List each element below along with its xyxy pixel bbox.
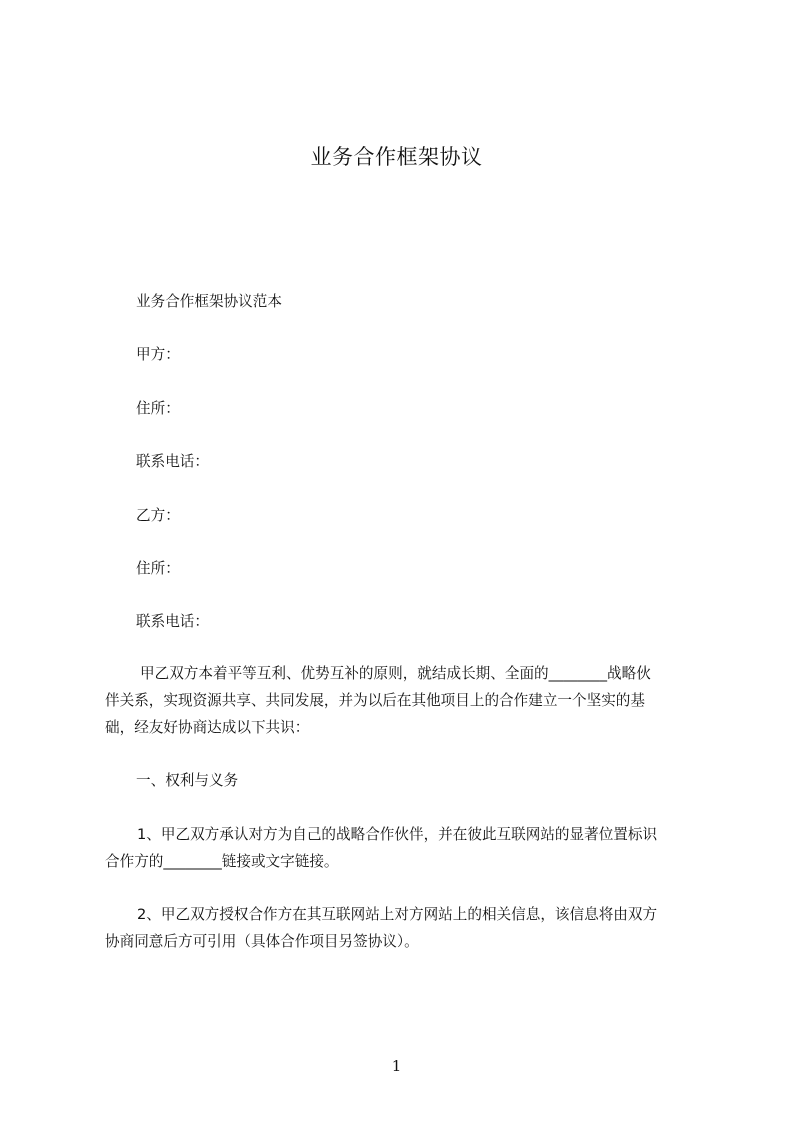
party-b-label: 乙方： <box>136 507 180 524</box>
document-title: 业务合作框架协议 <box>310 145 483 169</box>
template-label: 业务合作框架协议范本 <box>136 293 282 310</box>
intro-paragraph-line-3: 础，经友好协商达成以下共识： <box>105 719 310 736</box>
section-heading-rights-obligations: 一、权利与义务 <box>136 772 239 789</box>
party-b-address-label: 住所： <box>136 560 180 577</box>
party-a-label: 甲方： <box>136 346 180 363</box>
page-number: 1 <box>391 1057 402 1075</box>
clause-2-line-2: 协商同意后方可引用（具体合作项目另签协议）。 <box>105 933 419 950</box>
clause-1-line-1: 1、甲乙双方承认对方为自己的战略合作伙伴，并在彼此互联网站的显著位置标识 <box>137 826 658 843</box>
party-b-phone-label: 联系电话： <box>136 613 209 630</box>
party-a-address-label: 住所： <box>136 400 180 417</box>
intro-paragraph-line-1: 甲乙双方本着平等互利、优势互补的原则，就结成长期、全面的________战略伙 <box>140 665 651 682</box>
party-a-phone-label: 联系电话： <box>136 453 209 470</box>
clause-1-line-2: 合作方的________链接或文字链接。 <box>105 853 339 870</box>
clause-2-line-1: 2、甲乙双方授权合作方在其互联网站上对方网站上的相关信息，该信息将由双方 <box>137 906 658 923</box>
intro-paragraph-line-2: 伴关系，实现资源共享、共同发展，并为以后在其他项目上的合作建立一个坚实的基 <box>105 692 645 709</box>
